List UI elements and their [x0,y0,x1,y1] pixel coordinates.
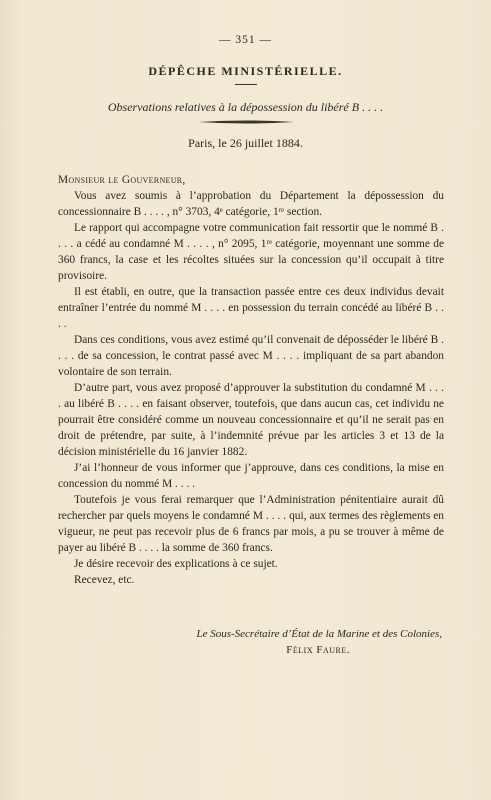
paragraph: J’ai l’honneur de vous informer que j’approuve, dans ces conditions, la mise en concession du nommé M . . . . [58,462,444,490]
paragraph: Je désire recevoir des explications à ce sujet. [74,558,278,570]
document-subtitle: Observations relatives à la dépossession du libéré B . . . . [107,100,384,114]
page-number: — 351 — [219,34,272,46]
letter-body [58,172,444,588]
ornament-rule [198,119,294,125]
title-rule [235,84,257,85]
paragraph: Le rapport qui accompagne votre communication fait ressortir que le nommé B . . . . a cédé au condamné M . . . . , n° 2095, 1ʳᵉ catégorie, moyennant une somme de 360 francs, la case et les récoltes situées sur la concession qu’il occupait à titre provisoire. [58,222,444,282]
signatory-title: Le Sous-Secrétaire d’État de la Marine et des Colonies, [196,628,442,640]
dateline: Paris, le 26 juillet 1884. [188,136,303,150]
document-title: DÉPÊCHE MINISTÉRIELLE. [148,64,343,78]
paragraph: D’autre part, vous avez proposé d’approuver la substitution du condamné M . . . . au libéré B . . . . en faisant observer, toutefois, que dans aucun cas, cet individu ne pourrait être considéré comme un nouveau concessionnaire et qu’il ne serait pas en droit de prétendre, par suite, à l’indemnité prévue par les articles 3 et 13 de la décision ministérielle du 16 janvier 1882. [58,382,444,458]
paragraph: Dans ces conditions, vous avez estimé qu’il convenait de déposséder le libéré B . . . . de sa concession, le contrat passé avec M . . . . impliquant de sa part abandon volontaire de son terrain. [58,334,444,378]
paragraph: Recevez, etc. [74,574,135,586]
paragraph: Toutefois je vous ferai remarquer que l’Administration pénitentiaire aurait dû rechercher par quels moyens le condamné M . . . . qui, aux termes des règlements en vigueur, ne peut pas recevoir plus de 6 francs par mois, a pu se trouver à même de payer au libéré B . . . . la somme de 360 francs. [58,494,444,554]
signatory-name: Félix Faure. [286,644,350,656]
signature-block [58,626,444,658]
salutation: Monsieur le Gouverneur, [58,174,186,186]
paragraph: Vous avez soumis à l’approbation du Département la dépossession du concessionnaire B . . . . , n° 3703, 4ᵉ catégorie, 1ʳᵉ section. [58,190,444,218]
paragraph: Il est établi, en outre, que la transaction passée entre ces deux individus devait entraîner l’entrée du nommé M . . . . en possession du terrain concédé au libéré B . . . . [58,286,444,330]
